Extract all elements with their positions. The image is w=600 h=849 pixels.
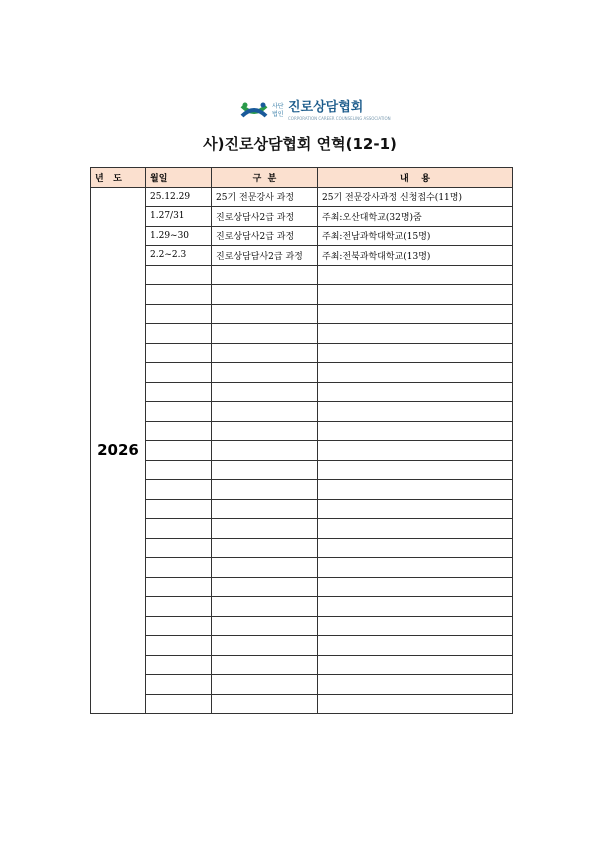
table-row — [91, 460, 513, 480]
table-row — [91, 246, 513, 266]
category-cell — [212, 636, 318, 656]
header-year: 년 도 — [91, 168, 146, 188]
date-cell: 25.12.29 — [146, 187, 212, 207]
table-row — [91, 343, 513, 363]
table-row — [91, 187, 513, 207]
logo-mark-icon — [240, 102, 268, 120]
category-cell — [212, 460, 318, 480]
category-cell — [212, 499, 318, 519]
header-category: 구 분 — [212, 168, 318, 188]
content-cell — [318, 304, 513, 324]
date-cell — [146, 538, 212, 558]
date-cell — [146, 460, 212, 480]
category-cell: 진로상담담사2급 과정 — [212, 246, 318, 266]
date-cell — [146, 597, 212, 617]
content-cell — [318, 285, 513, 305]
category-cell — [212, 343, 318, 363]
content-cell — [318, 499, 513, 519]
date-cell — [146, 285, 212, 305]
date-cell — [146, 343, 212, 363]
content-cell — [318, 265, 513, 285]
date-cell — [146, 480, 212, 500]
date-cell — [146, 441, 212, 461]
table-row — [91, 226, 513, 246]
content-cell: 주최:오산대학교(32명)줌 — [318, 207, 513, 227]
category-cell — [212, 538, 318, 558]
content-cell: 주최:전남과학대학교(15명) — [318, 226, 513, 246]
content-cell — [318, 324, 513, 344]
table-header-row — [91, 168, 513, 188]
date-cell: 1.27/31 — [146, 207, 212, 227]
category-cell — [212, 265, 318, 285]
content-cell — [318, 519, 513, 539]
content-cell — [318, 402, 513, 422]
page-title: 사)진로상담협회 연혁(12-1) — [203, 135, 397, 153]
date-cell — [146, 421, 212, 441]
table-row — [91, 694, 513, 714]
table-row — [91, 577, 513, 597]
date-cell — [146, 382, 212, 402]
logo-text-group — [288, 100, 391, 122]
table-row — [91, 265, 513, 285]
logo-small-text: 사단법인 — [272, 103, 284, 118]
content-cell — [318, 636, 513, 656]
category-cell — [212, 480, 318, 500]
category-cell: 진로상담사2급 과정 — [212, 226, 318, 246]
content-cell — [318, 558, 513, 578]
table-row — [91, 421, 513, 441]
content-cell — [318, 480, 513, 500]
table-row — [91, 675, 513, 695]
table-row — [91, 538, 513, 558]
category-cell — [212, 655, 318, 675]
date-cell — [146, 402, 212, 422]
table-row — [91, 636, 513, 656]
date-cell — [146, 265, 212, 285]
category-cell — [212, 577, 318, 597]
content-cell — [318, 421, 513, 441]
table-row — [91, 382, 513, 402]
history-table — [90, 167, 513, 714]
content-cell — [318, 382, 513, 402]
table-row — [91, 655, 513, 675]
table-row — [91, 519, 513, 539]
table-row — [91, 363, 513, 383]
date-cell — [146, 363, 212, 383]
logo-name: 진로상담협회 — [288, 100, 364, 115]
date-cell — [146, 558, 212, 578]
year-cell: 2026 — [91, 187, 146, 714]
date-cell — [146, 324, 212, 344]
category-cell: 진로상담사2급 과정 — [212, 207, 318, 227]
content-cell — [318, 655, 513, 675]
table-row — [91, 480, 513, 500]
content-cell — [318, 538, 513, 558]
date-cell — [146, 655, 212, 675]
date-cell — [146, 519, 212, 539]
category-cell — [212, 441, 318, 461]
table-row — [91, 558, 513, 578]
table-row — [91, 441, 513, 461]
table-row — [91, 207, 513, 227]
date-cell — [146, 694, 212, 714]
content-cell — [318, 694, 513, 714]
category-cell — [212, 363, 318, 383]
category-cell — [212, 324, 318, 344]
date-cell — [146, 616, 212, 636]
table-row — [91, 324, 513, 344]
header-content: 내 용 — [318, 168, 513, 188]
table-row — [91, 597, 513, 617]
table-row — [91, 616, 513, 636]
content-cell: 25기 전문강사과정 신청접수(11명) — [318, 187, 513, 207]
category-cell — [212, 304, 318, 324]
content-cell — [318, 343, 513, 363]
category-cell — [212, 519, 318, 539]
content-cell — [318, 460, 513, 480]
content-cell — [318, 577, 513, 597]
date-cell — [146, 499, 212, 519]
content-cell — [318, 597, 513, 617]
content-cell — [318, 441, 513, 461]
category-cell — [212, 558, 318, 578]
date-cell — [146, 577, 212, 597]
table-row — [91, 304, 513, 324]
category-cell — [212, 675, 318, 695]
content-cell — [318, 616, 513, 636]
date-cell: 2.2~2.3 — [146, 246, 212, 266]
content-cell — [318, 363, 513, 383]
date-cell — [146, 675, 212, 695]
table-row — [91, 402, 513, 422]
content-cell: 주최:전북과학대학교(13명) — [318, 246, 513, 266]
date-cell: 1.29~30 — [146, 226, 212, 246]
category-cell — [212, 402, 318, 422]
category-cell — [212, 694, 318, 714]
date-cell — [146, 636, 212, 656]
table-row — [91, 499, 513, 519]
header-date: 월일 — [146, 168, 212, 188]
category-cell — [212, 382, 318, 402]
content-cell — [318, 675, 513, 695]
category-cell — [212, 421, 318, 441]
category-cell — [212, 285, 318, 305]
table-row — [91, 285, 513, 305]
date-cell — [146, 304, 212, 324]
category-cell — [212, 616, 318, 636]
category-cell: 25기 전문강사 과정 — [212, 187, 318, 207]
logo-subtitle: CORPORATION CAREER COUNSELING ASSOCIATION — [288, 116, 391, 121]
association-logo — [240, 100, 391, 122]
category-cell — [212, 597, 318, 617]
